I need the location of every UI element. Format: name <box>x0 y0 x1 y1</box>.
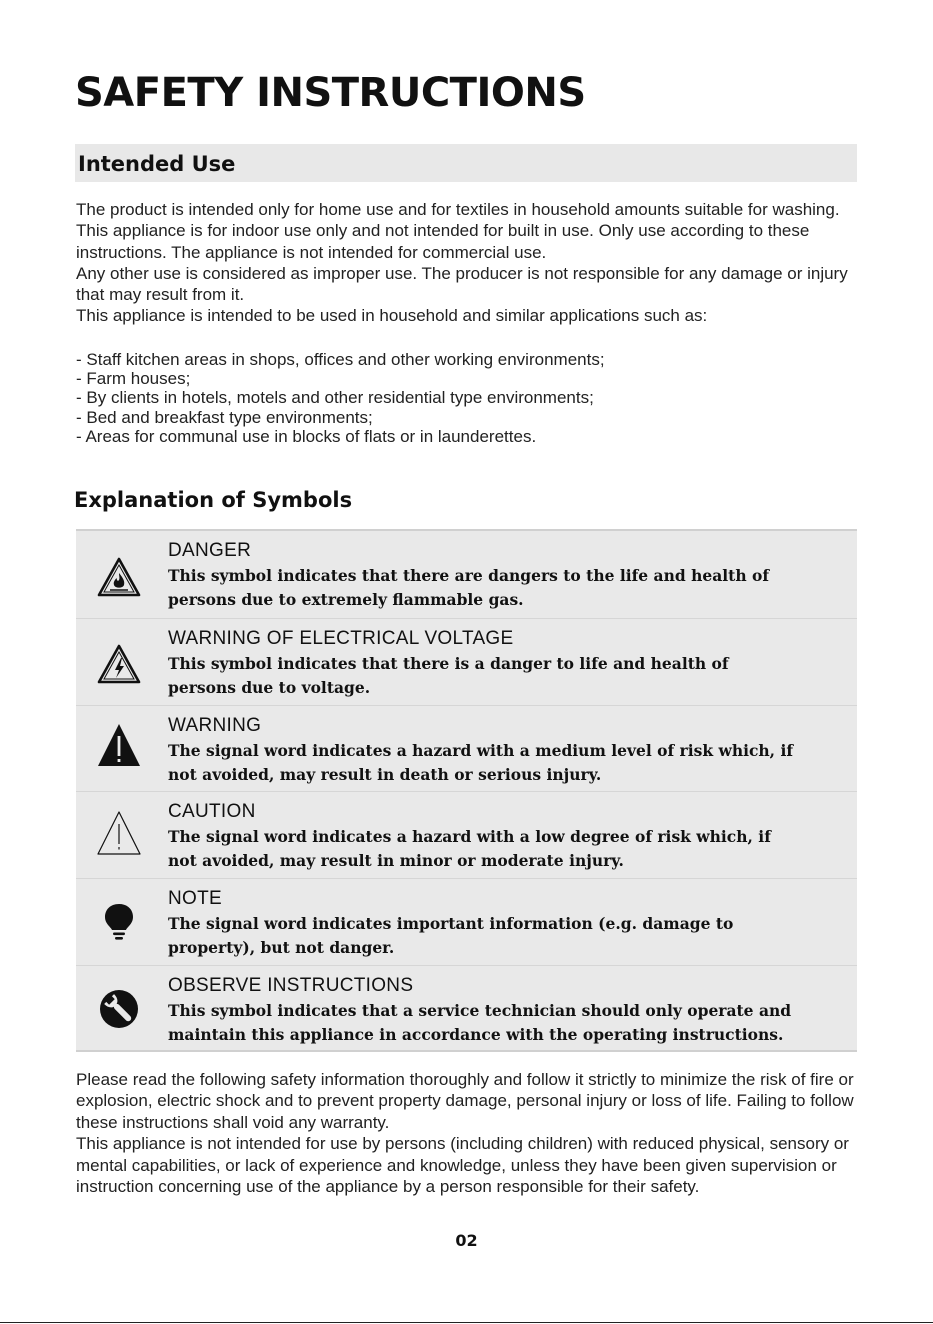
symbol-row-caution <box>76 791 857 878</box>
closing-paragraph: This appliance is not intended for use by persons (including children) with reduced physical, sensory or mental capabilities, or lack of experience and knowledge, unless they have been given supervision or instruction concerning use of the appliance by a person responsible for their safety. <box>76 1134 849 1197</box>
symbol-title: WARNING OF ELECTRICAL VOLTAGE <box>168 628 514 649</box>
symbol-description <box>168 739 828 787</box>
list-item: - By clients in hotels, motels and other residential type environments; <box>76 388 594 408</box>
electrical-voltage-warning-icon <box>96 641 142 687</box>
intended-use-body <box>76 199 866 327</box>
list-item: - Farm houses; <box>76 369 191 389</box>
closing-paragraph: Please read the following safety information thoroughly and follow it strictly to minimize the risk of fire or explosion, electric shock and to prevent property damage, personal injury or loss of life. Failing to follow these instructions shall void any warranty. <box>76 1070 854 1132</box>
intended-use-paragraph: The product is intended only for home use and for textiles in household amounts suitable for washing. This appliance is for indoor use only and not intended for built in use. Only use according to these instructions. The appliance is not intended for commercial use. <box>76 200 840 262</box>
list-item: - Areas for communal use in blocks of flats or in launderettes. <box>76 426 537 446</box>
symbol-description-line: This symbol indicates that there is a danger to life and health of <box>168 654 729 673</box>
symbol-row-warning <box>76 705 857 791</box>
symbol-description-line: This symbol indicates that there are dangers to the life and health of <box>168 566 769 585</box>
symbol-title: WARNING <box>168 715 262 736</box>
symbol-description-line: persons due to extremely flammable gas. <box>168 590 524 609</box>
lightbulb-icon <box>96 900 142 946</box>
list-item: - Bed and breakfast type environments; <box>76 407 373 427</box>
symbol-title: CAUTION <box>168 801 256 822</box>
closing-text <box>76 1069 876 1197</box>
symbol-description-line: maintain this appliance in accordance with the operating instructions. <box>168 1025 784 1044</box>
symbol-description <box>168 652 828 700</box>
symbol-description <box>168 825 828 873</box>
symbol-title: NOTE <box>168 888 222 909</box>
symbol-description <box>168 912 828 960</box>
intended-use-paragraph: Any other use is considered as improper use. The producer is not responsible for any damage or injury that may result from it. <box>76 263 848 305</box>
intended-use-paragraph: This appliance is intended to be used in household and similar applications such as: <box>76 306 708 326</box>
symbol-description <box>168 564 828 612</box>
symbol-description-line: The signal word indicates a hazard with a low degree of risk which, if <box>168 827 771 846</box>
symbol-row-electrical <box>76 618 857 705</box>
flammable-warning-icon <box>96 554 142 600</box>
symbol-description-line: property), but not danger. <box>168 938 395 957</box>
symbol-description-line: The signal word indicates important information (e.g. damage to <box>168 914 734 933</box>
warning-triangle-filled-icon <box>96 722 142 768</box>
page-title: SAFETY INSTRUCTIONS <box>75 70 586 116</box>
symbols-heading: Explanation of Symbols <box>74 488 353 512</box>
symbol-description-line: not avoided, may result in death or serious injury. <box>168 765 602 784</box>
intended-use-heading: Intended Use <box>78 152 236 176</box>
wrench-icon <box>96 986 142 1032</box>
symbol-description-line: not avoided, may result in minor or moderate injury. <box>168 851 624 870</box>
page-number: 02 <box>455 1231 478 1250</box>
symbol-title: DANGER <box>168 540 252 561</box>
intended-use-header <box>75 144 857 182</box>
symbol-title: OBSERVE INSTRUCTIONS <box>168 975 414 996</box>
symbol-row-observe-instructions <box>76 965 857 1050</box>
symbol-description <box>168 999 828 1047</box>
list-item: - Staff kitchen areas in shops, offices and other working environments; <box>76 350 605 369</box>
symbol-row-danger <box>76 531 857 618</box>
symbols-table <box>76 529 857 1052</box>
bottom-rule <box>0 1322 933 1323</box>
symbol-row-note <box>76 878 857 965</box>
symbol-description-line: persons due to voltage. <box>168 678 371 697</box>
caution-triangle-outline-icon <box>96 810 142 856</box>
symbol-description-line: This symbol indicates that a service technician should only operate and <box>168 1001 792 1020</box>
symbol-description-line: The signal word indicates a hazard with a medium level of risk which, if <box>168 741 794 760</box>
applications-list <box>76 350 866 446</box>
